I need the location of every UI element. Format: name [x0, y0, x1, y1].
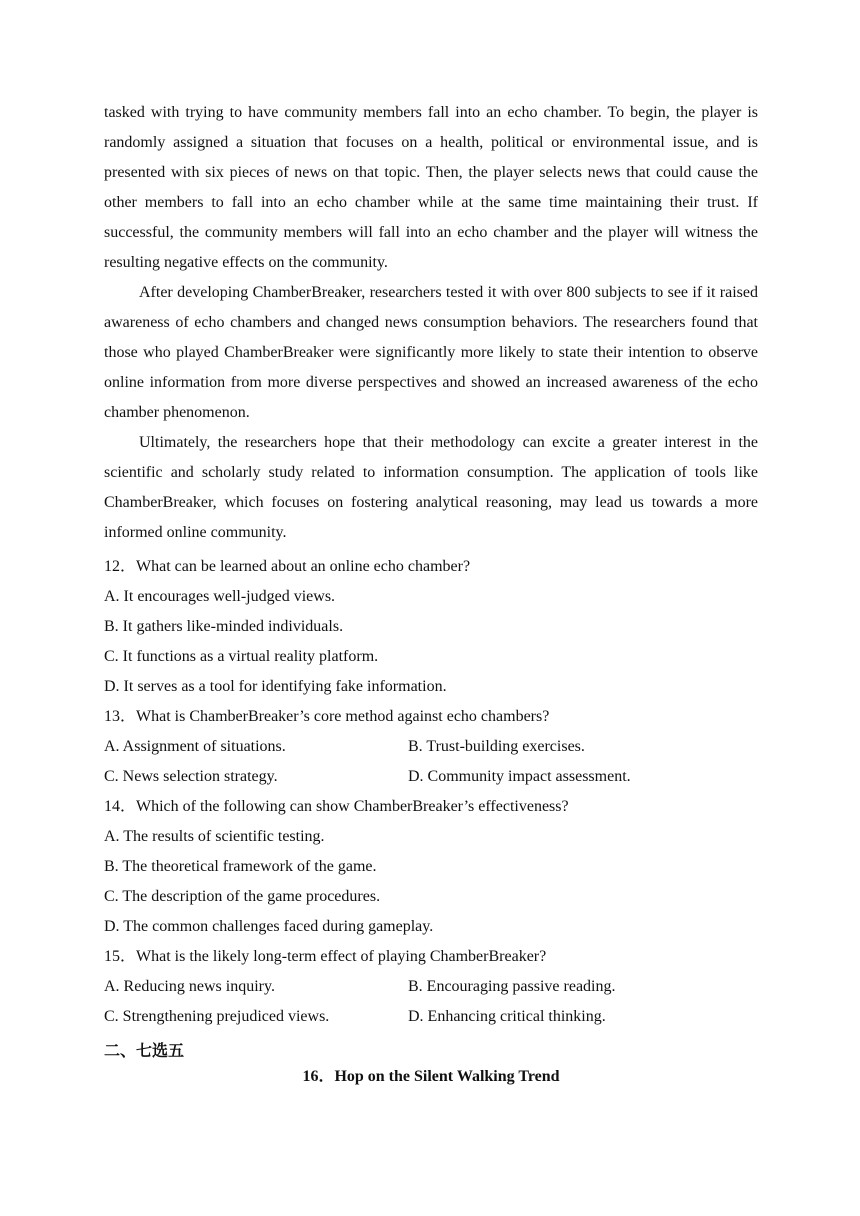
- option-a: A. Reducing news inquiry.: [104, 978, 275, 995]
- option-b: B. It gathers like-minded individuals.: [104, 618, 344, 635]
- question-stem: 14．Which of the following can show ChamberBreaker’s effectiveness?: [104, 798, 569, 815]
- question-13: [104, 706, 758, 788]
- passage-paragraph-2: After developing ChamberBreaker, researchers tested it with over 800 subjects to see if it raised awareness of echo chambers and changed news consumption behaviors. The researchers found that those who played ChamberBreaker were significantly more likely to state their intention to observe online information from more diverse perspectives and showed an increased awareness of the echo chamber phenomenon.: [104, 284, 758, 421]
- option-c: C. The description of the game procedures.: [104, 888, 381, 905]
- question-14: [104, 796, 758, 938]
- passage-paragraph-1: tasked with trying to have community members fall into an echo chamber. To begin, the player is randomly assigned a situation that focuses on a health, political or environmental issue, and is presented with six pieces of news on that topic. Then, the player selects news that could cause the other members to fall into an echo chamber while at the same time maintaining their trust. If successful, the community members will fall into an echo chamber and the player will witness the resulting negative effects on the community.: [104, 104, 758, 271]
- question-15: [104, 946, 758, 1028]
- option-d: D. Enhancing critical thinking.: [408, 1008, 606, 1025]
- option-c: C. Strengthening prejudiced views.: [104, 1008, 330, 1025]
- options-row: [104, 766, 758, 788]
- document-page: [104, 98, 758, 1088]
- question-stem: 13．What is ChamberBreaker’s core method against echo chambers?: [104, 708, 550, 725]
- option-a: A. It encourages well-judged views.: [104, 588, 336, 605]
- option-a: A. The results of scientific testing.: [104, 828, 325, 845]
- option-d: D. The common challenges faced during gameplay.: [104, 918, 434, 935]
- passage-paragraph-3: Ultimately, the researchers hope that their methodology can excite a greater interest in the scientific and scholarly study related to information consumption. The application of tools like ChamberBreaker, which focuses on fostering analytical reasoning, may lead us towards a more informed online community.: [104, 434, 758, 541]
- passage-title: 16．Hop on the Silent Walking Trend: [302, 1068, 560, 1085]
- section-heading: 二、七选五: [104, 1041, 185, 1060]
- option-b: B. Encouraging passive reading.: [408, 978, 616, 995]
- option-b: B. The theoretical framework of the game.: [104, 858, 377, 875]
- option-d: D. Community impact assessment.: [408, 768, 631, 785]
- question-stem: 15．What is the likely long-term effect of playing ChamberBreaker?: [104, 948, 547, 965]
- question-12: [104, 556, 758, 698]
- options-row: [104, 736, 758, 758]
- options-row: [104, 976, 758, 998]
- option-a: A. Assignment of situations.: [104, 738, 286, 755]
- option-d: D. It serves as a tool for identifying fake information.: [104, 678, 447, 695]
- options-row: [104, 1006, 758, 1028]
- option-b: B. Trust-building exercises.: [408, 738, 585, 755]
- option-c: C. News selection strategy.: [104, 768, 278, 785]
- option-c: C. It functions as a virtual reality platform.: [104, 648, 379, 665]
- question-stem: 12．What can be learned about an online echo chamber?: [104, 558, 471, 575]
